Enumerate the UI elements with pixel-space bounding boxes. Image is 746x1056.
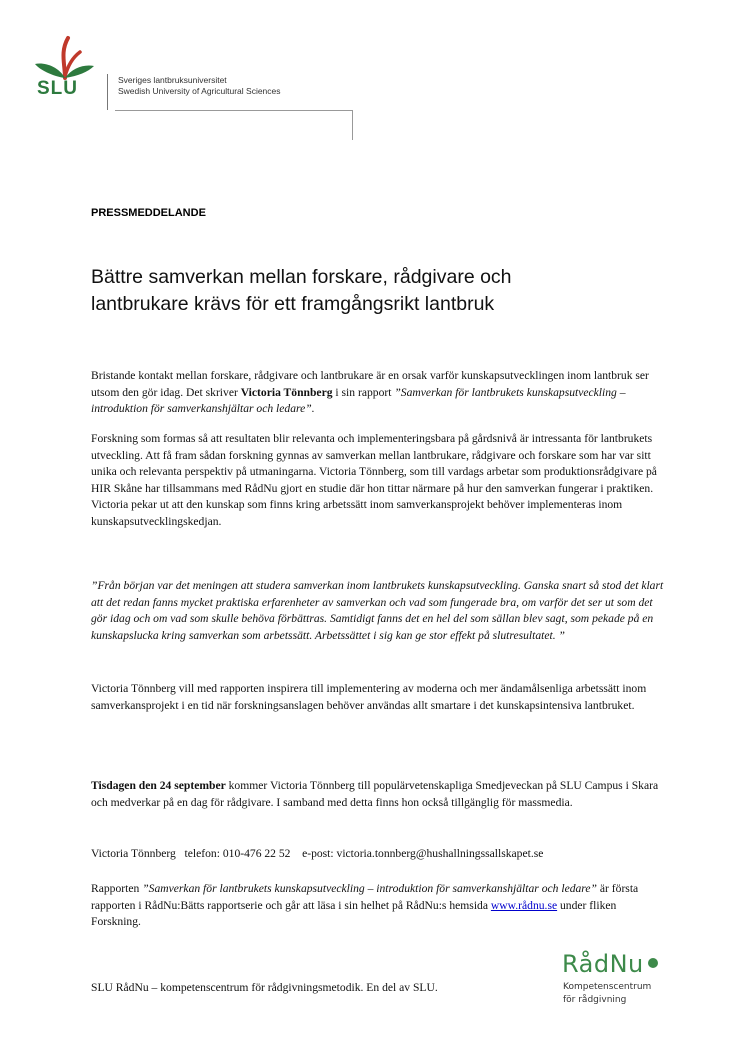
document-title xyxy=(91,264,651,318)
header-divider xyxy=(107,74,108,110)
report-text-2: är första rapporten i RådNu:Bätts rapportserie och går att läsa i sin helhet på RådNu:s hemsida xyxy=(91,882,639,912)
university-name-english: Swedish University of Agricultural Sciences xyxy=(118,86,281,96)
title-line-2: lantbrukare krävs för ett framgångsrikt lantbruk xyxy=(91,293,495,315)
intro-text-2: i sin rapport xyxy=(332,385,395,399)
event-date: Tisdagen den 24 september xyxy=(91,779,226,792)
footer-text: SLU RådNu – kompetenscentrum för rådgivningsmetodik. En del av SLU. xyxy=(91,981,438,994)
event-text: kommer Victoria Tönnberg till populärvetenskapliga Smedjeveckan på SLU Campus i Skara och medverkar på en dag för rådgivare. I samband med detta finns hon också tillgänglig för massmedia. xyxy=(91,779,659,809)
radnu-website-link[interactable]: www.rådnu.se xyxy=(490,898,558,912)
radnu-subtitle-1: Kompetenscentrum xyxy=(563,982,652,992)
paragraph-intro xyxy=(91,368,666,418)
header-rule xyxy=(115,110,352,111)
radnu-dot-icon xyxy=(648,958,658,968)
paragraph-purpose: Victoria Tönnberg vill med rapporten inspirera till implementering av moderna och mer ändamålsenliga arbetssätt inom samverkansprojekt i en tid när forskningsanslagen behöver användas allt smartare i det kunskapsintensiva lantbruket. xyxy=(91,682,647,712)
university-name-swedish: Sveriges lantbruksuniversitet xyxy=(118,75,227,85)
quote-text: ”Från början var det meningen att studera samverkan inom lantbrukets kunskapsutveckling. Ganska snart så stod det klart att det redan fanns mycket praktiska erfarenheter av samverkan och vad som fungerade bra, om varför det ser ut som det gör idag och om vad som skulle behöva förbättras. Samtidigt fanns det en hel del som sällan blev sagt, som pekade på en kunskapslucka kring samverkan som arbetssätt. Arbetssättet i sig kan ge stor effekt på slutresultatet. ” xyxy=(91,579,664,642)
intro-text-1: Bristande kontakt mellan forskare, rådgivare och lantbrukare är en orsak varför kunskapsutvecklingen inom lantbruk ser utsom den gör idag. Det skriver xyxy=(91,369,649,399)
contact-info: Victoria Tönnberg telefon: 010-476 22 52 e-post: victoria.tonnberg@hushallningssallskapet.se xyxy=(91,847,544,860)
report-text-3: under fliken Forskning. xyxy=(91,898,617,928)
header-vertical-rule xyxy=(352,110,353,140)
title-line-1: Bättre samverkan mellan forskare, rådgivare och xyxy=(91,266,512,288)
report-title-italic: ”Samverkan för lantbrukets kunskapsutveckling – introduktion för samverkanshjältar och ledare” xyxy=(142,882,597,895)
paragraph-quote xyxy=(91,578,666,644)
slu-logo-text: SLU xyxy=(37,78,78,99)
document-label: PRESSMEDDELANDE xyxy=(91,207,206,219)
radnu-subtitle-2: för rådgivning xyxy=(563,995,627,1005)
author-name: Victoria Tönnberg xyxy=(240,385,333,399)
radnu-logo xyxy=(562,950,658,978)
radnu-logo-text: RådNu xyxy=(562,950,644,978)
paragraph-research: Forskning som formas så att resultaten blir relevanta och implementeringsbara på gårdsnivå är intressanta för lantbrukets utveckling. Att få fram sådan forskning gynnas av samverkan mellan lantbrukare, rådgivare och forskare som har var sitt unika och relevanta perspektiv på utmaningarna. Victoria Tönnberg, som till vardags arbetar som produktionsrådgivare på HIR Skåne har tillsammans med RådNu gjort en studie där hon tittar närmare på hur den samverkan fungerar i praktiken. Victoria pekar ut att den kunskap som finns kring arbetssätt inom samverkansprojekt behöver implementeras inom kunskapsutvecklingskedjan. xyxy=(91,432,657,528)
paragraph-report xyxy=(91,881,666,931)
paragraph-event xyxy=(91,778,666,811)
report-text-1: Rapporten xyxy=(91,882,143,895)
report-title: ”Samverkan för lantbrukets kunskapsutveckling – introduktion för samverkanshjältar och ledare”. xyxy=(91,385,626,415)
